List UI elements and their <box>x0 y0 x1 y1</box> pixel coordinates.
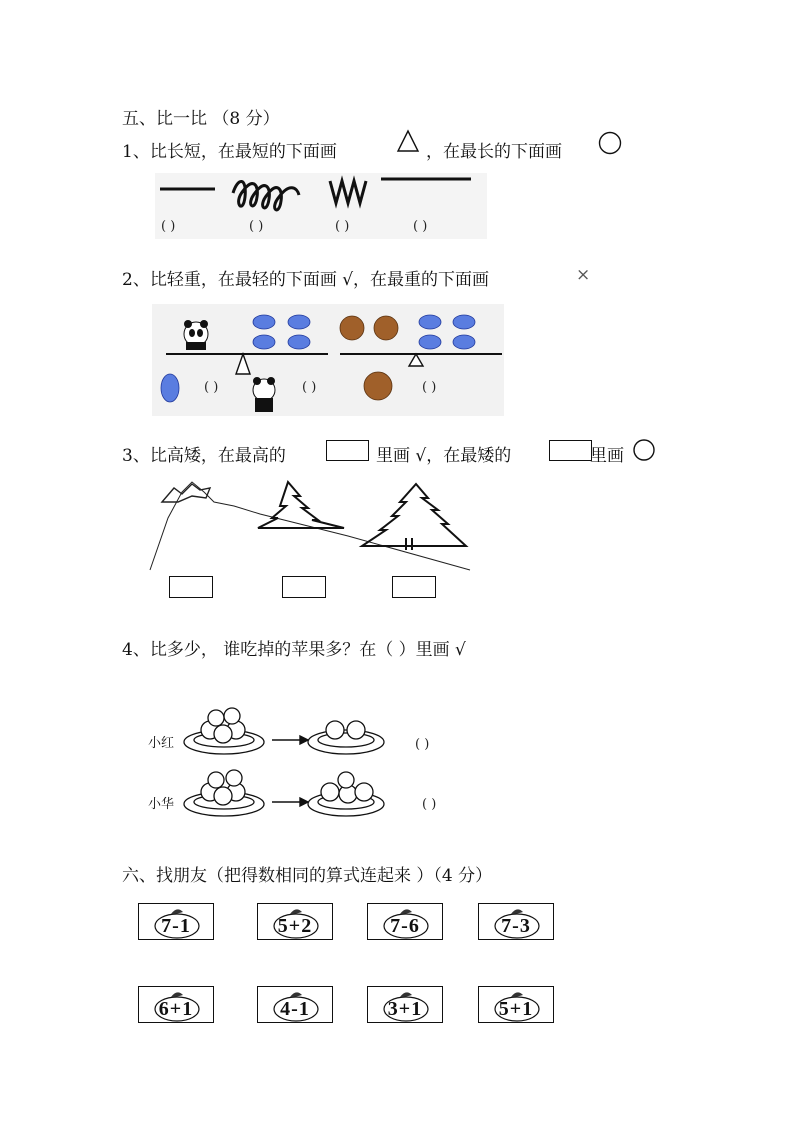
lines-figure <box>155 173 487 239</box>
expression: 3+1 <box>387 998 423 1020</box>
q3-box-3[interactable] <box>392 576 436 598</box>
expression: 4-1 <box>280 998 310 1020</box>
apple-card[interactable] <box>138 903 214 940</box>
expression: 6+1 <box>158 998 194 1020</box>
circle-icon <box>598 131 622 155</box>
q2-paren-3[interactable]: ( ) <box>422 380 437 395</box>
q3-text-a: 3、比高矮，在最高的 <box>122 446 286 466</box>
apple-card[interactable] <box>478 986 554 1023</box>
q1-paren-4[interactable]: ( ) <box>413 219 428 234</box>
q3-text-c: 里画 <box>590 446 624 466</box>
section-5-title: 五、比一比 （8 分） <box>122 109 280 129</box>
cross-icon: × <box>576 265 591 285</box>
balance-figure <box>152 304 504 416</box>
q1-paren-2[interactable]: ( ) <box>249 219 264 234</box>
q1-text-b: ，在最长的下面画 <box>426 142 562 162</box>
triangle-icon <box>397 130 419 152</box>
apple-card[interactable] <box>367 986 443 1023</box>
q3-tallest-box[interactable] <box>326 440 369 461</box>
apple-card[interactable] <box>257 903 333 940</box>
q1-panel <box>155 173 487 239</box>
expression: 7-1 <box>161 915 191 937</box>
apple-card[interactable] <box>478 903 554 940</box>
q1-text-a: 1、比长短，在最短的下面画 <box>122 142 337 162</box>
apple-card[interactable] <box>257 986 333 1023</box>
expression: 5+2 <box>277 915 313 937</box>
expression: 5+1 <box>498 998 534 1020</box>
name-xiaohong: 小红 <box>148 736 175 751</box>
q2-paren-1[interactable]: ( ) <box>204 380 219 395</box>
q1-paren-3[interactable]: ( ) <box>335 219 350 234</box>
q1-paren-1[interactable]: ( ) <box>161 219 176 234</box>
q3-box-2[interactable] <box>282 576 326 598</box>
expression: 7-6 <box>390 915 420 937</box>
q4-paren-1[interactable]: ( ) <box>415 737 430 752</box>
section-6-title: 六、找朋友（把得数相同的算式连起来 ）（4 分） <box>122 866 493 886</box>
q4-paren-2[interactable]: ( ) <box>422 797 437 812</box>
q2-paren-2[interactable]: ( ) <box>302 380 317 395</box>
q3-shortest-box[interactable] <box>549 440 592 461</box>
expression: 7-3 <box>501 915 531 937</box>
q2-panel <box>152 304 504 416</box>
apple-card[interactable] <box>367 903 443 940</box>
name-xiaohua: 小华 <box>148 797 175 812</box>
trees-figure <box>148 478 474 574</box>
q3-box-1[interactable] <box>169 576 213 598</box>
apple-card[interactable] <box>138 986 214 1023</box>
q2-text: 2、比轻重，在最轻的下面画 √，在最重的下面画 <box>122 270 490 290</box>
q3-text-b: 里画 √，在最矮的 <box>376 446 512 466</box>
apples-figure <box>180 700 390 830</box>
q4-text: 4、比多少， 谁吃掉的苹果多？在（ ）里画 √ <box>122 640 466 660</box>
circle-icon <box>632 438 656 462</box>
